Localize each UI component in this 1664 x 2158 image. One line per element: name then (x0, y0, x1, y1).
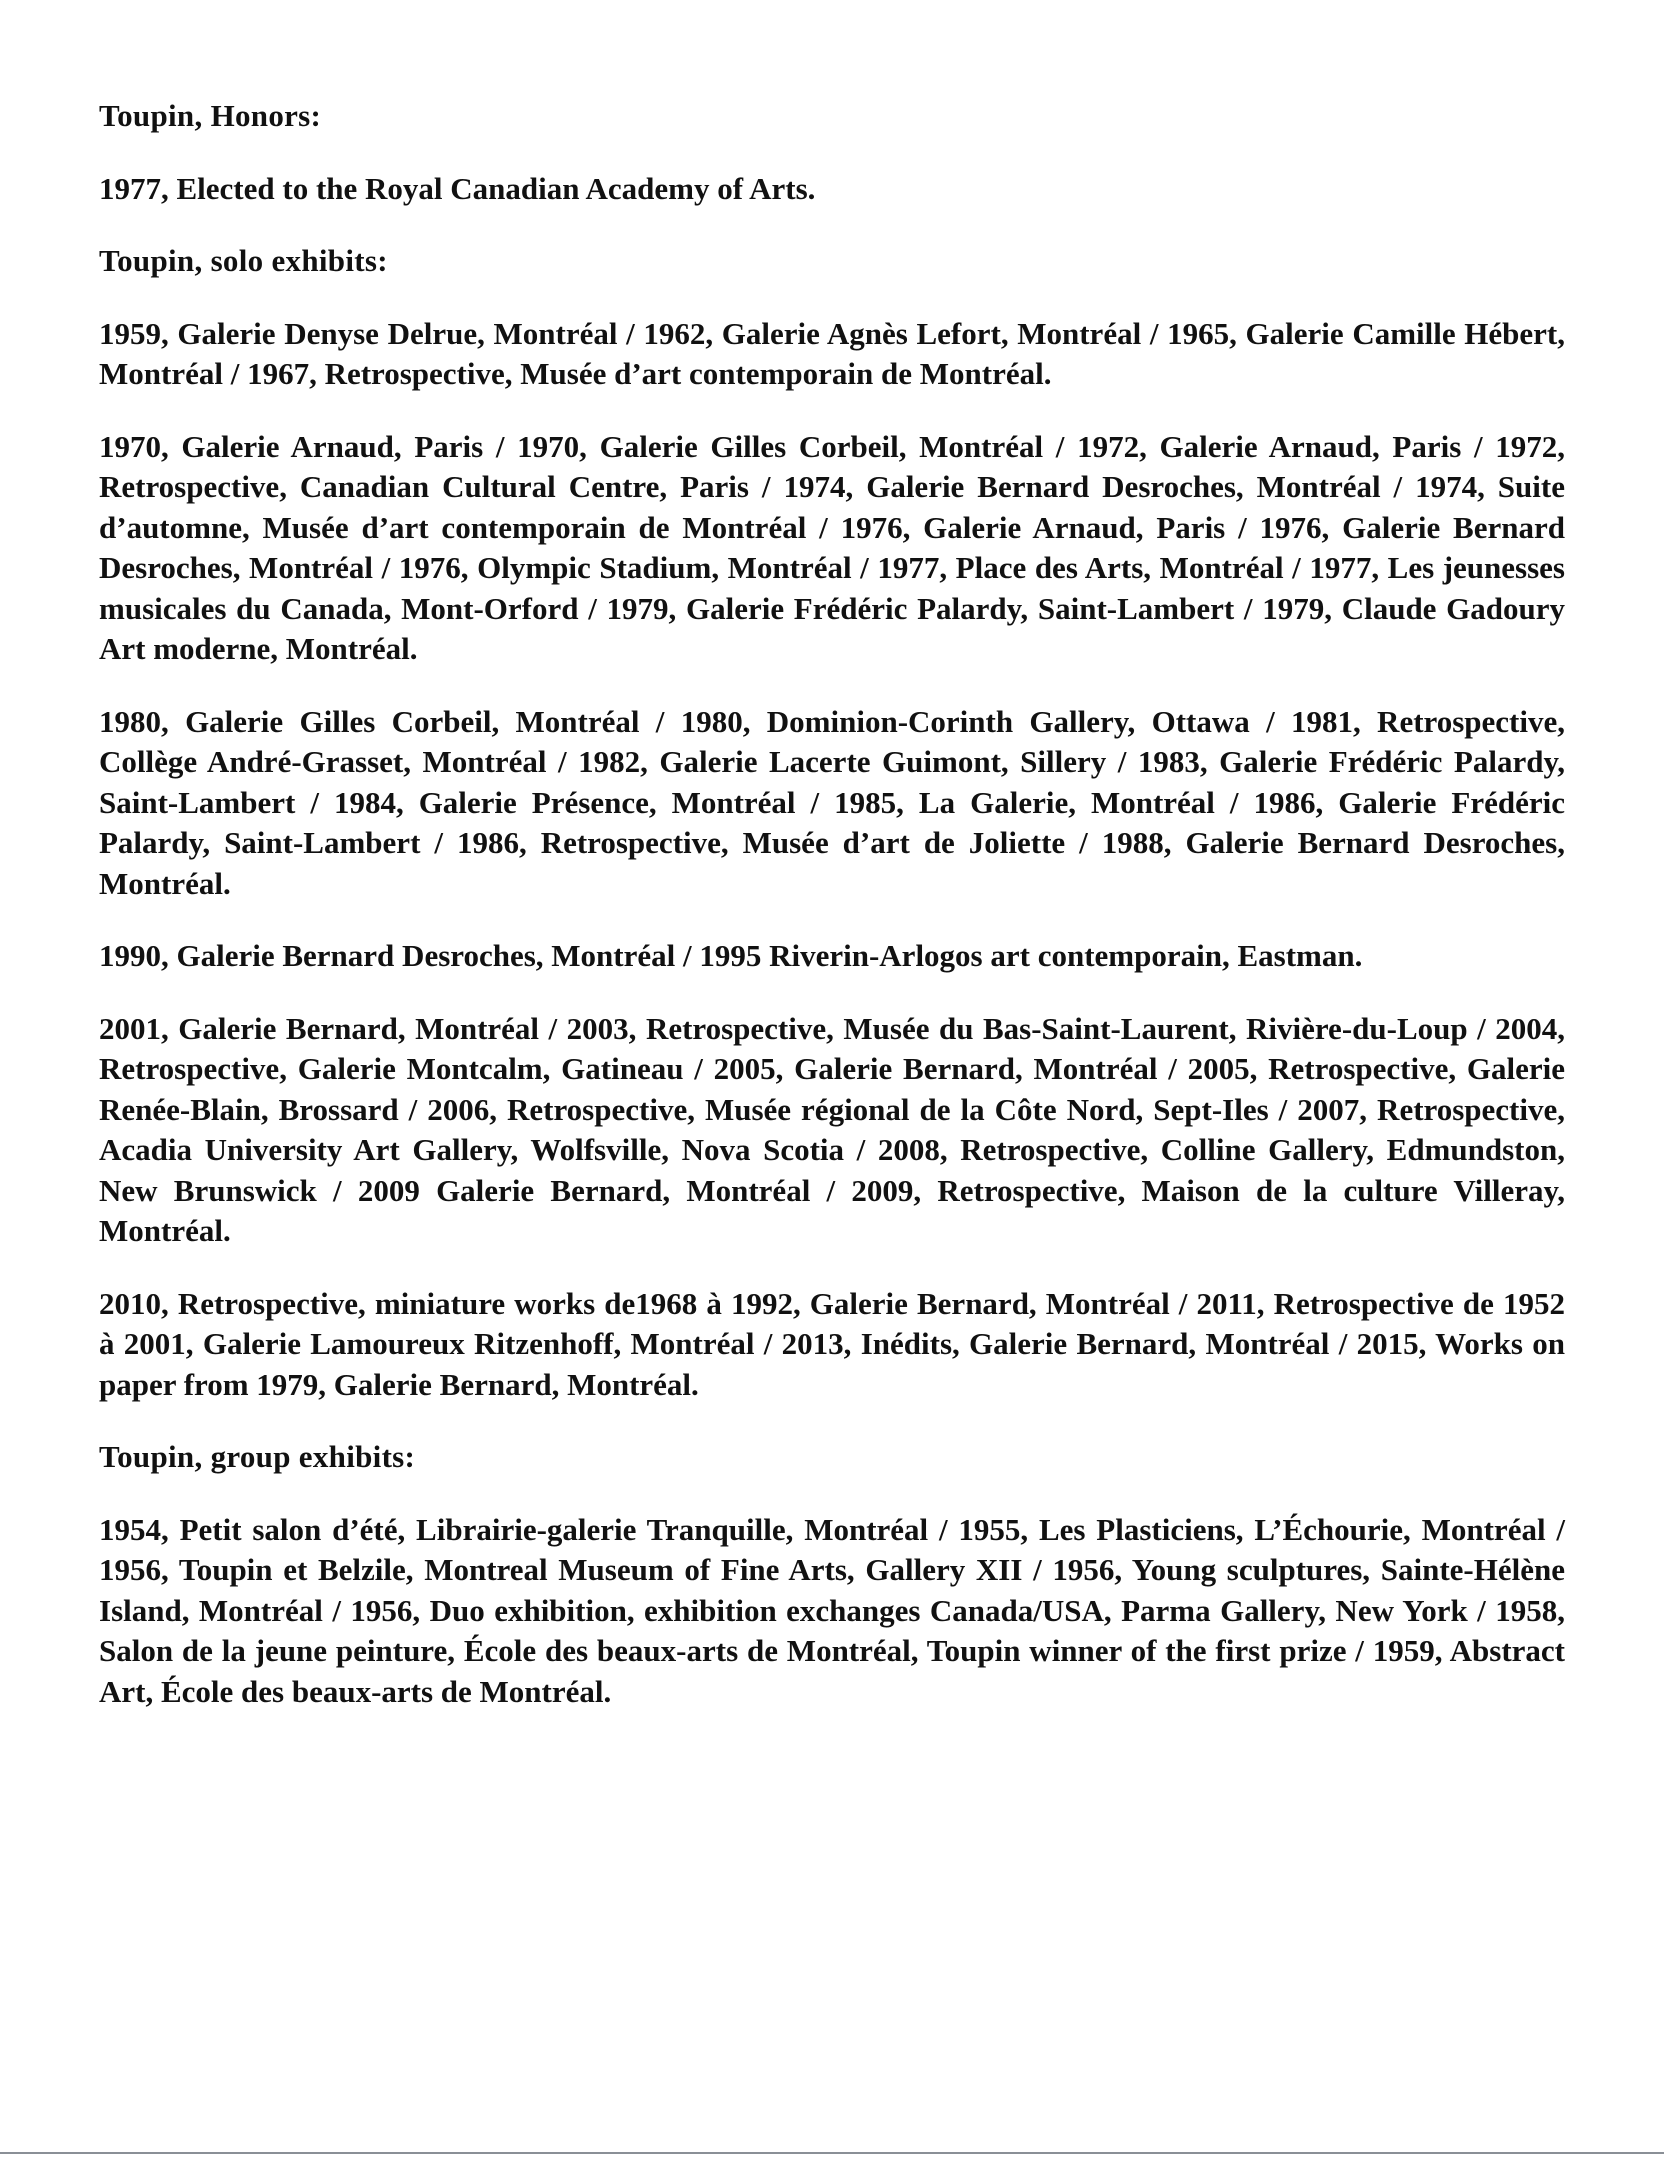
page-bottom-edge (0, 2152, 1664, 2154)
solo-exhibits-paragraph-1980s: 1980, Galerie Gilles Corbeil, Montréal / 1980, Dominion-Corinth Gallery, Ottawa / 1981, Retrospective, Collège André-Grasset, Montréal / 1982, Galerie Lacerte Guimont, Sillery / 1983, Galerie Frédéric Palardy, Saint-Lambert / 1984, Galerie Présence, Montréal / 1985, La Galerie, Montréal / 1986, Galerie Frédéric Palardy, Saint-Lambert / 1986, Retrospective, Musée d’art de Joliette / 1988, Galerie Bernard Desroches, Montréal. (99, 703, 1565, 901)
solo-exhibits-paragraph-1950s: 1959, Galerie Denyse Delrue, Montréal / 1962, Galerie Agnès Lefort, Montréal / 1965, Galerie Camille Hébert, Montréal / 1967, Retrospective, Musée d’art contemporain de Montréal. (99, 315, 1565, 391)
document-body (99, 96, 1565, 1744)
solo-exhibits-paragraph-2000s: 2001, Galerie Bernard, Montréal / 2003, Retrospective, Musée du Bas-Saint-Laurent, Rivière-du-Loup / 2004, Retrospective, Galerie Montcalm, Gatineau / 2005, Galerie Bernard, Montréal / 2005, Retrospective, Galerie Renée-Blain, Brossard / 2006, Retrospective, Musée régional de la Côte Nord, Sept-Iles / 2007, Retrospective, Acadia University Art Gallery, Wolfsville, Nova Scotia / 2008, Retrospective, Colline Gallery, Edmundston, New Brunswick / 2009 Galerie Bernard, Montréal / 2009, Retrospective, Maison de la culture Villeray, Montréal. (99, 1010, 1565, 1248)
honors-item: 1977, Elected to the Royal Canadian Academy of Arts. (99, 170, 816, 206)
solo-exhibits-paragraph-1990s: 1990, Galerie Bernard Desroches, Montréal / 1995 Riverin-Arlogos art contemporain, Eastman. (99, 938, 1363, 973)
solo-exhibits-heading: Toupin, solo exhibits: (99, 243, 388, 278)
group-exhibits-paragraph-1950s: 1954, Petit salon d’été, Librairie-galerie Tranquille, Montréal / 1955, Les Plasticiens, L’Échourie, Montréal / 1956, Toupin et Belzile, Montreal Museum of Fine Arts, Gallery XII / 1956, Young sculptures, Sainte-Hélène Island, Montréal / 1956, Duo exhibition, exhibition exchanges Canada/USA, Parma Gallery, New York / 1958, Salon de la jeune peinture, École des beaux-arts de Montréal, Toupin winner of the first prize / 1959, Abstract Art, École des beaux-arts de Montréal. (99, 1511, 1565, 1709)
solo-exhibits-paragraph-2010s: 2010, Retrospective, miniature works de1968 à 1992, Galerie Bernard, Montréal / 2011, Retrospective de 1952 à 2001, Galerie Lamoureux Ritzenhoff, Montréal / 2013, Inédits, Galerie Bernard, Montréal / 2015, Works on paper from 1979, Galerie Bernard, Montréal. (99, 1285, 1565, 1402)
solo-exhibits-paragraph-1970s: 1970, Galerie Arnaud, Paris / 1970, Galerie Gilles Corbeil, Montréal / 1972, Galerie Arnaud, Paris / 1972, Retrospective, Canadian Cultural Centre, Paris / 1974, Galerie Bernard Desroches, Montréal / 1974, Suite d’automne, Musée d’art contemporain de Montréal / 1976, Galerie Arnaud, Paris / 1976, Galerie Bernard Desroches, Montréal / 1976, Olympic Stadium, Montréal / 1977, Place des Arts, Montréal / 1977, Les jeunesses musicales du Canada, Mont-Orford / 1979, Galerie Frédéric Palardy, Saint-Lambert / 1979, Claude Gadoury Art moderne, Montréal. (99, 428, 1565, 666)
honors-heading: Toupin, Honors: (99, 98, 322, 133)
group-exhibits-heading: Toupin, group exhibits: (99, 1439, 416, 1474)
